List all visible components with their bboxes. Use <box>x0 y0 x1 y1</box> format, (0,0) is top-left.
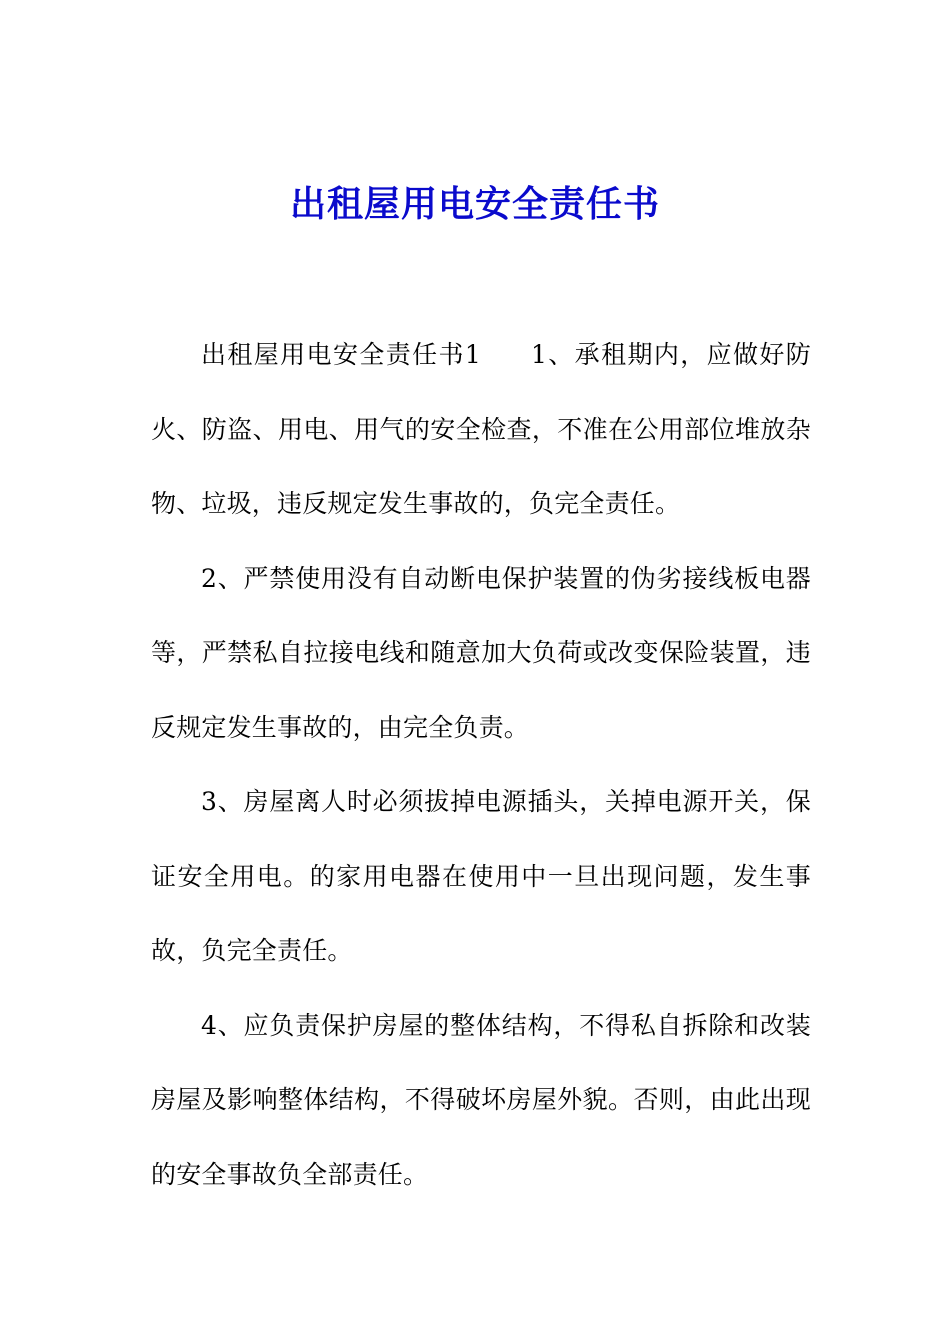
document-body <box>151 318 811 1212</box>
paragraph-1 <box>151 318 811 542</box>
paragraph-1-lead: 出租屋用电安全责任书1 <box>201 340 481 369</box>
document-title: 出租屋用电安全责任书 <box>289 183 660 225</box>
paragraph-1-text: 1、承租期内，应做好防火、防盗、用电、用气的安全检查，不准在公用部位堆放杂物、垃圾，违反规定发生事故的，负完全责任。 <box>151 340 811 518</box>
paragraph-3: 3、房屋离人时必须拔掉电源插头，关掉电源开关，保证安全用电。的家用电器在使用中一旦出现问题，发生事故，负完全责任。 <box>151 787 811 965</box>
paragraph-2: 2、严禁使用没有自动断电保护装置的伪劣接线板电器等，严禁私自拉接电线和随意加大负荷或改变保险装置，违反规定发生事故的，由完全负责。 <box>151 563 811 742</box>
paragraph-4: 4、应负责保护房屋的整体结构，不得私自拆除和改装房屋及影响整体结构，不得破坏房屋外貌。否则，由此出现的安全事故负全部责任。 <box>151 1010 811 1189</box>
